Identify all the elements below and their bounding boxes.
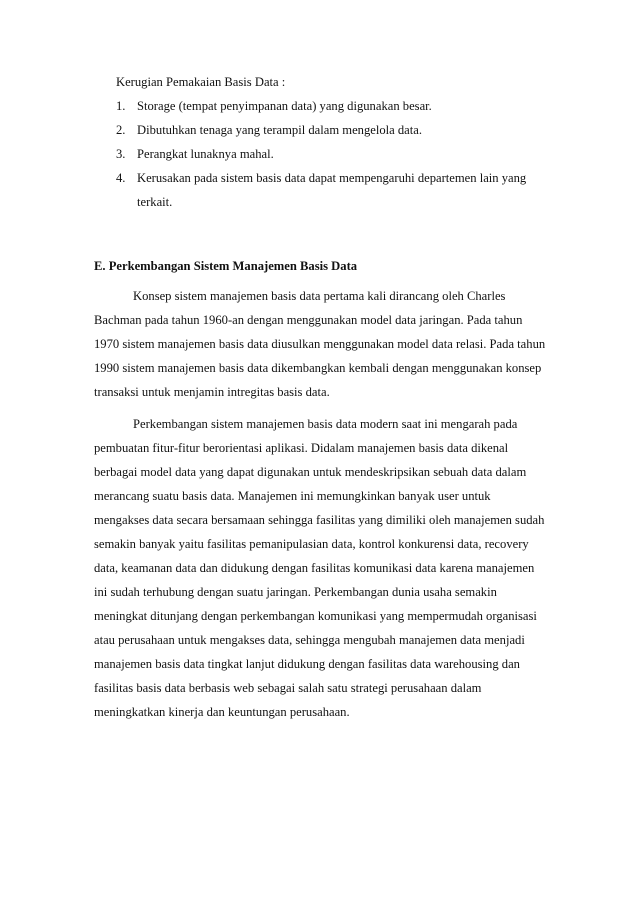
paragraph-line: data, keamanan data dan didukung dengan fasilitas komunikasi data karena manajemen (94, 561, 535, 575)
paragraph-line: Bachman pada tahun 1960-an dengan menggunakan model data jaringan. Pada tahun (94, 313, 523, 327)
list-item-text: Kerusakan pada sistem basis data dapat mempengaruhi departemen lain yang (137, 171, 527, 185)
list-item-number: 2. (116, 123, 126, 137)
disadvantages-title: Kerugian Pemakaian Basis Data : (116, 75, 286, 89)
section-heading: E. Perkembangan Sistem Manajemen Basis Data (94, 259, 358, 273)
paragraph-line: pembuatan fitur-fitur berorientasi aplikasi. Didalam manajemen basis data dikenal (94, 441, 509, 455)
paragraph-line: Perkembangan sistem manajemen basis data modern saat ini mengarah pada (133, 417, 518, 431)
list-item-text-continued: terkait. (137, 195, 173, 209)
paragraph-line: meningkatkan kinerja dan keuntungan perusahaan. (94, 705, 350, 719)
paragraph-line: berbagai model data yang dapat digunakan untuk mendeskripsikan sebuah data dalam (94, 465, 527, 479)
paragraph-line: 1990 sistem manajemen basis data dikembangkan kembali dengan menggunakan konsep (94, 361, 542, 375)
paragraph-line: semakin banyak yaitu fasilitas pemanipulasian data, kontrol konkurensi data, recovery (94, 537, 529, 551)
list-item-number: 1. (116, 99, 126, 113)
paragraph-line: mengakses data secara bersamaan sehingga fasilitas yang dimiliki oleh manajemen sudah (94, 513, 545, 527)
paragraph-line: atau perusahaan untuk mengakses data, sehingga mengubah manajemen data menjadi (94, 633, 525, 647)
paragraph-line: ini sudah terhubung dengan suatu jaringan. Perkembangan dunia usaha semakin (94, 585, 497, 599)
paragraph-line: merancang suatu basis data. Manajemen ini memungkinkan banyak user untuk (94, 489, 491, 503)
paragraph-line: 1970 sistem manajemen basis data diusulkan menggunakan model data relasi. Pada tahun (94, 337, 546, 351)
list-item-text: Dibutuhkan tenaga yang terampil dalam mengelola data. (137, 123, 423, 137)
list-item-text: Perangkat lunaknya mahal. (137, 147, 274, 161)
paragraph-line: Konsep sistem manajemen basis data pertama kali dirancang oleh Charles (133, 289, 506, 303)
paragraph-line: transaksi untuk menjamin intregitas basis data. (94, 385, 330, 399)
paragraph-line: meningkat ditunjang dengan perkembangan komunikasi yang mempermudah organisasi (94, 609, 537, 623)
list-item-number: 4. (116, 171, 126, 185)
paragraph-line: manajemen basis data tingkat lanjut didukung dengan fasilitas data warehousing dan (94, 657, 520, 671)
paragraph-line: fasilitas basis data berbasis web sebagai salah satu strategi perusahaan dalam (94, 681, 482, 695)
list-item-number: 3. (116, 147, 126, 161)
list-item-text: Storage (tempat penyimpanan data) yang digunakan besar. (137, 99, 432, 113)
